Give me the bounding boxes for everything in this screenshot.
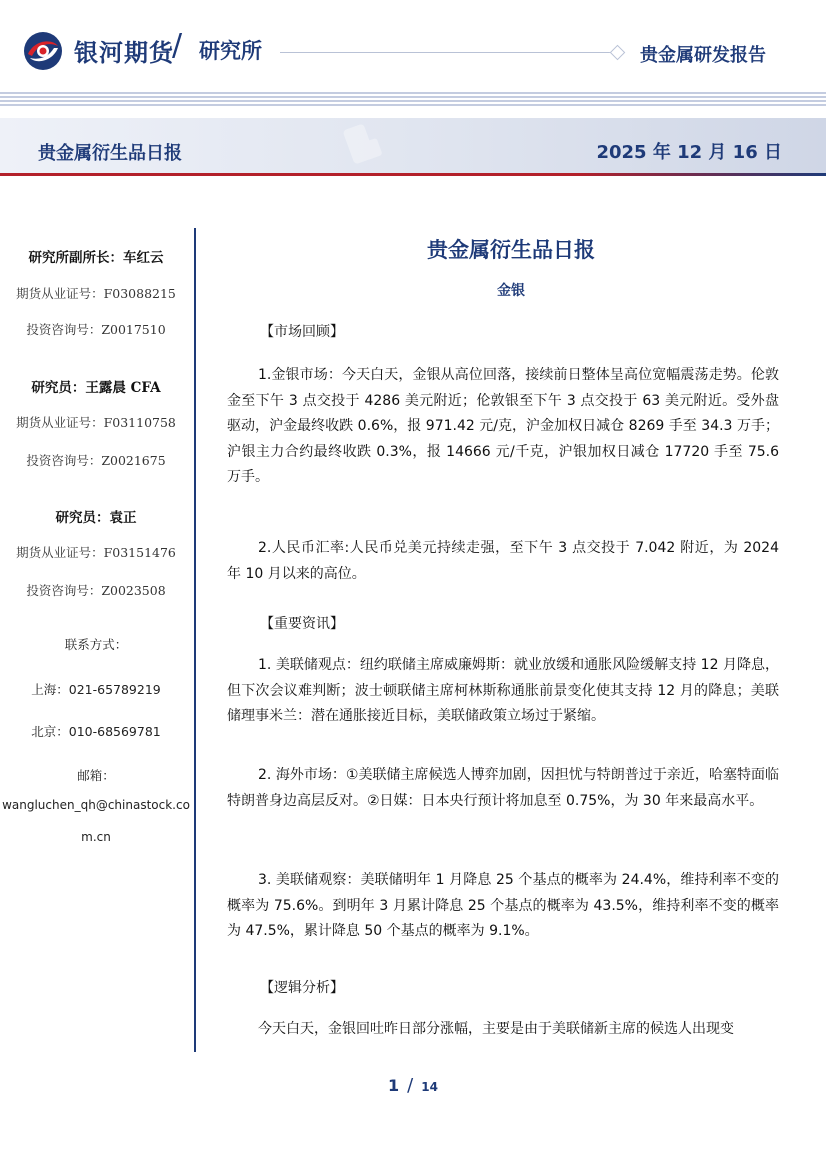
galaxy-futures-logo-icon	[22, 30, 64, 72]
analyst-name: 研究员：王露晨 CFA	[31, 380, 161, 396]
email-label: 邮箱：	[77, 768, 115, 783]
paragraph-fed-watch: 3. 美联储观察：美联储明年 1 月降息 25 个基点的概率为 24.4%，维持利率不变的概率为 75.6%。到明年 3 月累计降息 25 个基点的概率为 43.5%，维持利率不变的概率为 47.5%，累计降息 50 个基点的概率为 9.1%。	[227, 872, 779, 939]
page-separator: /	[407, 1075, 414, 1096]
advisory-cert: 投资咨询号：Z0021675	[26, 453, 166, 468]
paragraph-overseas: 2. 海外市场：①美联储主席候选人博弈加剧，因担忧与特朗普过于亲近，哈塞特面临特朗普身边高层反对。②日媒：日本央行预计将加息至 0.75%，为 30 年来最高水平。	[227, 767, 779, 809]
futures-cert: 期货从业证号：F03151476	[16, 545, 176, 560]
sidebar-divider	[194, 228, 196, 1052]
header-diamond-icon	[610, 45, 626, 61]
contact-label: 联系方式：	[64, 637, 128, 652]
paragraph-logic: 今天白天，金银回吐昨日部分涨幅，主要是由于美联储新主席的候选人出现变	[258, 1021, 734, 1037]
report-title: 贵金属衍生品日报	[427, 238, 595, 262]
header-slash: /	[172, 28, 183, 63]
email-address-continued[interactable]: m.cn	[81, 830, 111, 844]
advisory-cert: 投资咨询号：Z0023508	[26, 583, 166, 598]
report-subtitle: 金银	[497, 283, 525, 299]
section-heading-logic: 【逻辑分析】	[260, 980, 344, 996]
analyst-name: 研究所副所长：车红云	[28, 250, 164, 266]
header-rule	[280, 52, 620, 53]
page-number	[0, 1075, 826, 1096]
email-address[interactable]: wangluchen_qh@chinastock.co	[2, 798, 190, 812]
report-date: 2025 年 12 月 16 日	[596, 142, 782, 163]
analyst-name: 研究员：袁正	[55, 510, 137, 526]
banner-accent-line	[0, 173, 826, 176]
current-page: 1	[388, 1076, 400, 1095]
futures-cert: 期货从业证号：F03110758	[16, 415, 176, 430]
total-pages: 14	[421, 1080, 438, 1094]
section-heading-news: 【重要资讯】	[260, 616, 344, 632]
contact-beijing: 北京：010-68569781	[31, 724, 161, 739]
paragraph-fed-views: 1. 美联储观点：纽约联储主席威廉姆斯：就业放缓和通胀风险缓解支持 12 月降息，但下次会议难判断；波士顿联储主席柯林斯称通胀前景变化使其支持 12 月的降息；美联储理事米兰：潜在通胀接近目标，美联储政策立场过于紧缩。	[227, 657, 779, 724]
header-stripes	[0, 92, 826, 106]
banner-decoration-icon	[330, 122, 390, 168]
contact-shanghai: 上海：021-65789219	[31, 682, 161, 697]
paragraph-metals-market: 1.金银市场：今天白天，金银从高位回落，接续前日整体呈高位宽幅震荡走势。伦敦金至下午 3 点交投于 4286 美元附近；伦敦银至下午 3 点交投于 63 美元附近。受外盘驱动，沪金最终收跌 0.6%，报 971.42 元/克，沪金加权日减仓 8269 手至 34.3 万手；沪银主力合约最终收跌 0.3%，报 14666 元/千克，沪银加权日减仓 17720 手至 75.6 万手。	[227, 367, 779, 485]
report-type: 贵金属研发报告	[640, 45, 766, 66]
advisory-cert: 投资咨询号：Z0017510	[26, 322, 166, 337]
institute-name: 研究所	[199, 39, 262, 63]
section-heading-market: 【市场回顾】	[260, 324, 344, 340]
futures-cert: 期货从业证号：F03088215	[16, 286, 176, 301]
paragraph-fx: 2.人民币汇率:人民币兑美元持续走强，至下午 3 点交投于 7.042 附近，为 2024 年 10 月以来的高位。	[227, 540, 779, 582]
brand-name: 银河期货	[74, 39, 174, 67]
banner-title: 贵金属衍生品日报	[38, 143, 182, 164]
